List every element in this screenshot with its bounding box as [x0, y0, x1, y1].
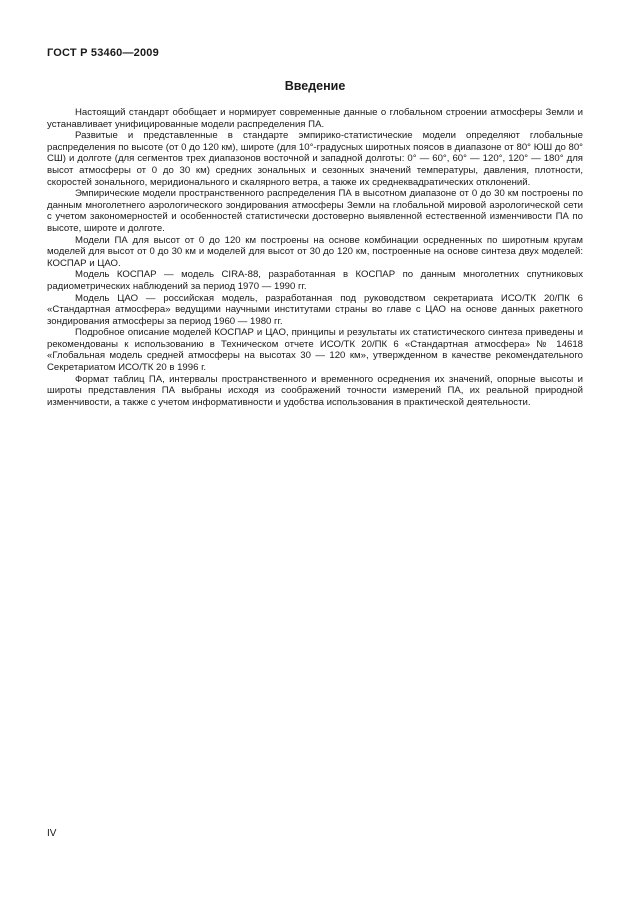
section-title: Введение — [284, 79, 346, 93]
paragraph: Модели ПА для высот от 0 до 120 км построены на основе комбинации осредненных по широтным кругам моделей для высот от 0 до 30 км и моделей для высот от 30 до 120 км, построенные на основе синтеза двух моделей: КОСПАР и ЦАО. — [47, 234, 583, 269]
paragraph: Развитые и представленные в стандарте эмпирико-статистические модели определяют глобальные распределения по высоте (от 0 до 120 км), широте (для 10°-градусных широтных поясов в диапазоне от 80° ЮШ до 80° СШ) и долготе (для сегментов трех диапазонов восточной и западной долготы: 0° — 60°, 60° — 120°, 120° — 180° для высот атмосферы от 0 до 30 км) средних зональных и сезонных значений температуры, давления, плотности, скоростей зонального, меридионального и скалярного ветра, а также их среднеквадратических отклонений. — [47, 130, 583, 188]
document-header: ГОСТ Р 53460—2009 — [47, 47, 159, 59]
paragraph: Формат таблиц ПА, интервалы пространственного и временного осреднения их значений, опорные высоты и широты представления ПА выбраны исходя из соображений точности измерений ПА, их реальной природной изменчивости, а также с учетом информативности и удобства использования в практической деятельности. — [47, 373, 583, 408]
paragraph: Модель ЦАО — российская модель, разработанная под руководством секретариата ИСО/ТК 20/ПК 6 «Стандартная атмосфера» ведущими научными институтами страны во главе с ЦАО на основе данных ракетного зондирования атмосферы за период 1960 — 1980 гг. — [47, 292, 583, 327]
paragraph: Модель КОСПАР — модель CIRA-88, разработанная в КОСПАР по данным многолетних спутниковых радиометрических наблюдений за период 1970 — 1990 гг. — [47, 269, 583, 292]
paragraph: Подробное описание моделей КОСПАР и ЦАО, принципы и результаты их статистического синтеза приведены и рекомендованы к использованию в Техническом отчете ИСО/ТК 20/ПК 6 «Стандартная атмосфера» № 14618 «Глобальная модель средней атмосферы на высотах 30 — 120 км», утвержденном в качестве рекомендательного Секретариатом ИСО/ТК 20 в 1996 г. — [47, 327, 583, 374]
paragraph: Настоящий стандарт обобщает и нормирует современные данные о глобальном строении атмосферы Земли и устанавливает унифицированные модели распределения ПА. — [47, 107, 583, 130]
body-text — [47, 107, 583, 408]
page-number: IV — [47, 828, 57, 839]
paragraph: Эмпирические модели пространственного распределения ПА в высотном диапазоне от 0 до 30 км построены по данным многолетнего аэрологического зондирования атмосферы Земли на глобальной мировой аэрологической сети с учетом закономерностей и особенностей статистически достоверно выявленной естественной изменчивости ПА по высоте, широте и долготе. — [47, 188, 583, 234]
